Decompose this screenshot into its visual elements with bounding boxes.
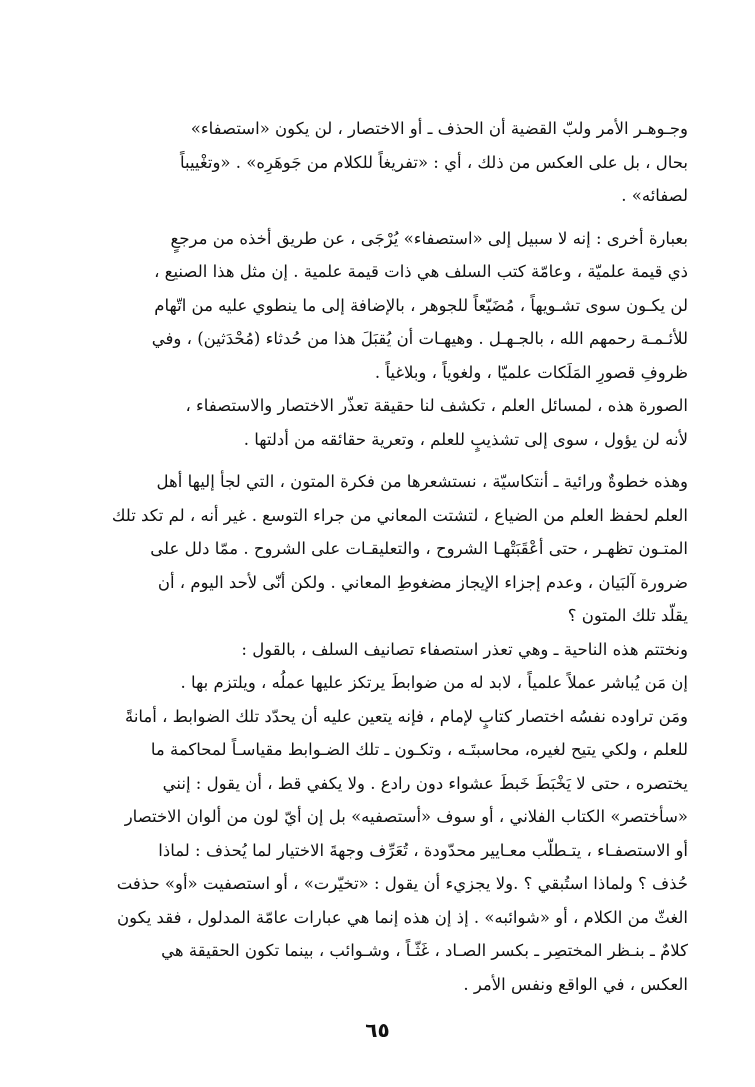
text-line: للعلم ، ولكي يتيح لغيره، محاسبتَـه ، وتكـون ـ تلك الضـوابط مقياسـاً لمحاكمة ما (150, 740, 688, 759)
text-line: العلم لحفظ العلم من الضياع ، لتشتت المعاني من جراء التوسع . غير أنه ، لم تكد تلك (111, 505, 688, 525)
text-line: ظروفِ قصورِ المَلَكات علميّا ، ولغوياً ، وبلاغياً . (374, 362, 688, 382)
text-line: وجـوهـر الأمر ولبّ القضية أن الحذف ـ أو الاختصار ، لن يكون «استصفاء» (190, 119, 688, 138)
text-line: إن مَن يُباشر عملاً علمياً ، لابد له من ضوابطَ يرتكز عليها عملُه ، ويلتزم بها . (180, 673, 688, 692)
text-line: ونختتم هذه الناحية ـ وهي تعذر استصفاء تصانيف السلف ، بالقول : (241, 639, 688, 659)
text-line: المتـون تظهـر ، حتى أعْقَبَتْهـا الشروح ، والتعليقـات على الشروح . ممّا دلل على (150, 539, 688, 558)
paragraph-5 (64, 633, 688, 667)
text-line: كلامٌ ـ بنـظر المختصِر ـ بكسر الصـاد ، غَثّـاً ، وشـوائب ، بينما تكون الحقيقة هي (161, 941, 688, 960)
text-line: يقلّد تلك المتون ؟ (567, 606, 688, 625)
text-line: وهذه خطوةٌ ورائية ـ أنتكاسيّة ، نستشعرها من فكرة المتون ، التي لجأ إليها أهل (156, 472, 688, 491)
text-line: الصورة هذه ، لمسائل العلم ، تكشف لنا حقيقة تعذّر الاختصار والاستصفاء ، (185, 396, 688, 415)
text-line: لصفائه» . (621, 186, 688, 205)
text-line: ضرورة آلبَيان ، وعدم إجزاء الإيجاز مضغوطِ المعاني . ولكن أنّى لأحد اليوم ، أن (157, 572, 688, 592)
text-line: العكس ، في الواقع ونفس الأمر . (463, 974, 688, 994)
text-line: «سأختصر» الكتاب الفلاني ، أو سوف «أستصفيه» بل إن أيّ لون من ألوان الاختصار (124, 807, 688, 826)
text-line: لأنه لن يؤول ، سوى إلى تشذيبٍ للعلم ، وتعرية حقائقه من أدلتها . (243, 429, 688, 449)
text-line: حُذف ؟ ولماذا استُبقي ؟ .ولا يجزيء أن يقول : «تخيّرت» ، أو استصفيت «أو» حذفت (116, 874, 688, 893)
paragraph-1 (64, 112, 688, 213)
text-line: ذي قيمة علميّة ، وعامّة كتب السلف هي ذات قيمة علمية . إن مثل هذا الصنيع ، (154, 262, 688, 281)
paragraph-2 (64, 222, 688, 390)
page-body (64, 112, 688, 1001)
text-line: لن يكـون سوى تشـويهاً ، مُضَيّعاً للجوهر ، بالإضافة إلى ما ينطوي عليه من اتّهام (154, 295, 688, 315)
text-line: ومَن تراوده نفسُه اختصار كتابٍ لإمام ، فإنه يتعين عليه أن يحدّد تلك الضوابط ، أمانةً (124, 706, 688, 726)
text-line: بعبارة أخرى : إنه لا سبيل إلى «استصفاء» يُرْجَى ، عن طريق أخذه من مرجعٍ (170, 228, 688, 248)
paragraph-4 (64, 465, 688, 633)
text-line: يختصره ، حتى لا يَخْبَطَ خَبطَ عشواء دون رادع . ولا يكفي قط ، أن يقول : إنني (162, 773, 688, 793)
paragraph-6 (64, 666, 688, 1001)
text-line: للأئـمـة رحمهم الله ، بالجـهـل . وهيهـات أن يُقبَلَ هذا من حُدثاء (مُحْدَثين) ، وفي (151, 329, 688, 348)
paragraph-3 (64, 389, 688, 456)
text-line: الغثّ من الكلام ، أو «شوائبه» . إذ إن هذه إنما هي عبارات عامّة المدلول ، فقد يكون (116, 907, 688, 927)
page-number: ٦٥ (365, 1018, 390, 1042)
text-line: بحال ، بل على العكس من ذلك ، أي : «تفريغاً للكلام من جَوهَرِه» . «وتغْييباً (179, 152, 688, 172)
text-line: أو الاستصفـاء ، يتـطلّب معـايير محدّودة ، تُعَرِّف وجهةَ الاختيار لما يُحذف : لماذا (158, 840, 688, 860)
